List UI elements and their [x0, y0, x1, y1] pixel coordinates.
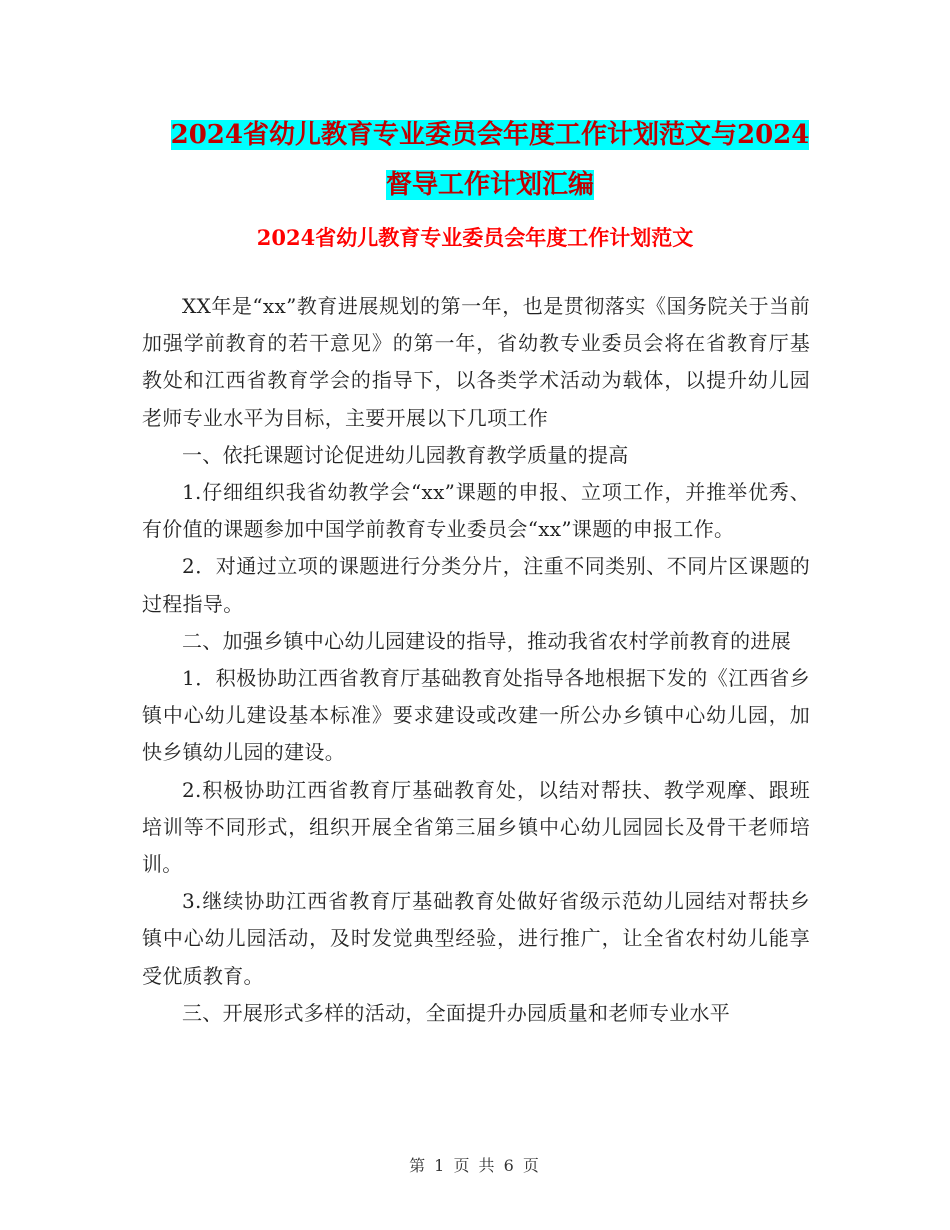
paragraph-1-1: 1.仔细组织我省幼教学会“xx”课题的申报、立项工作，并推举优秀、有价值的课题参加中国学前教育专业委员会“xx”课题的申报工作。 [142, 480, 810, 542]
heading-3: 三、开展形式多样的活动，全面提升办园质量和老师专业水平 [182, 1000, 731, 1025]
page-footer: 第 1 页 共 6 页 [409, 1156, 541, 1175]
section-title: 2024省幼儿教育专业委员会年度工作计划范文 [256, 225, 694, 250]
paragraph-2-1: 1．积极协助江西省教育厅基础教育处指导各地根据下发的《江西省乡镇中心幼儿建设基本标准》要求建设或改建一所公办乡镇中心幼儿园，加快乡镇幼儿园的建设。 [142, 666, 810, 765]
paragraph-intro: XX年是“xx”教育进展规划的第一年，也是贯彻落实《国务院关于当前加强学前教育的若干意见》的第一年，省幼教专业委员会将在省教育厅基教处和江西省教育学会的指导下，以各类学术活动为载体，以提升幼儿园老师专业水平为目标，主要开展以下几项工作 [142, 294, 810, 430]
heading-1: 一、依托课题讨论促进幼儿园教育教学质量的提高 [182, 442, 629, 467]
main-title-line2: 督导工作计划汇编 [385, 170, 594, 200]
paragraph-2-2: 2.积极协助江西省教育厅基础教育处，以结对帮扶、教学观摩、跟班培训等不同形式，组织开展全省第三届乡镇中心幼儿园园长及骨干老师培训。 [142, 777, 810, 877]
paragraph-1-2: 2．对通过立项的课题进行分类分片，注重不同类别、不同片区课题的过程指导。 [142, 554, 810, 616]
main-title [140, 110, 840, 210]
heading-2: 二、加强乡镇中心幼儿园建设的指导，推动我省农村学前教育的进展 [182, 628, 791, 653]
paragraph-2-3: 3.继续协助江西省教育厅基础教育处做好省级示范幼儿园结对帮扶乡镇中心幼儿园活动，及时发觉典型经验，进行推广，让全省农村幼儿能享受优质教育。 [142, 889, 810, 988]
body-text [142, 288, 810, 1032]
main-title-line1: 2024省幼儿教育专业委员会年度工作计划范文与2024 [170, 120, 810, 150]
